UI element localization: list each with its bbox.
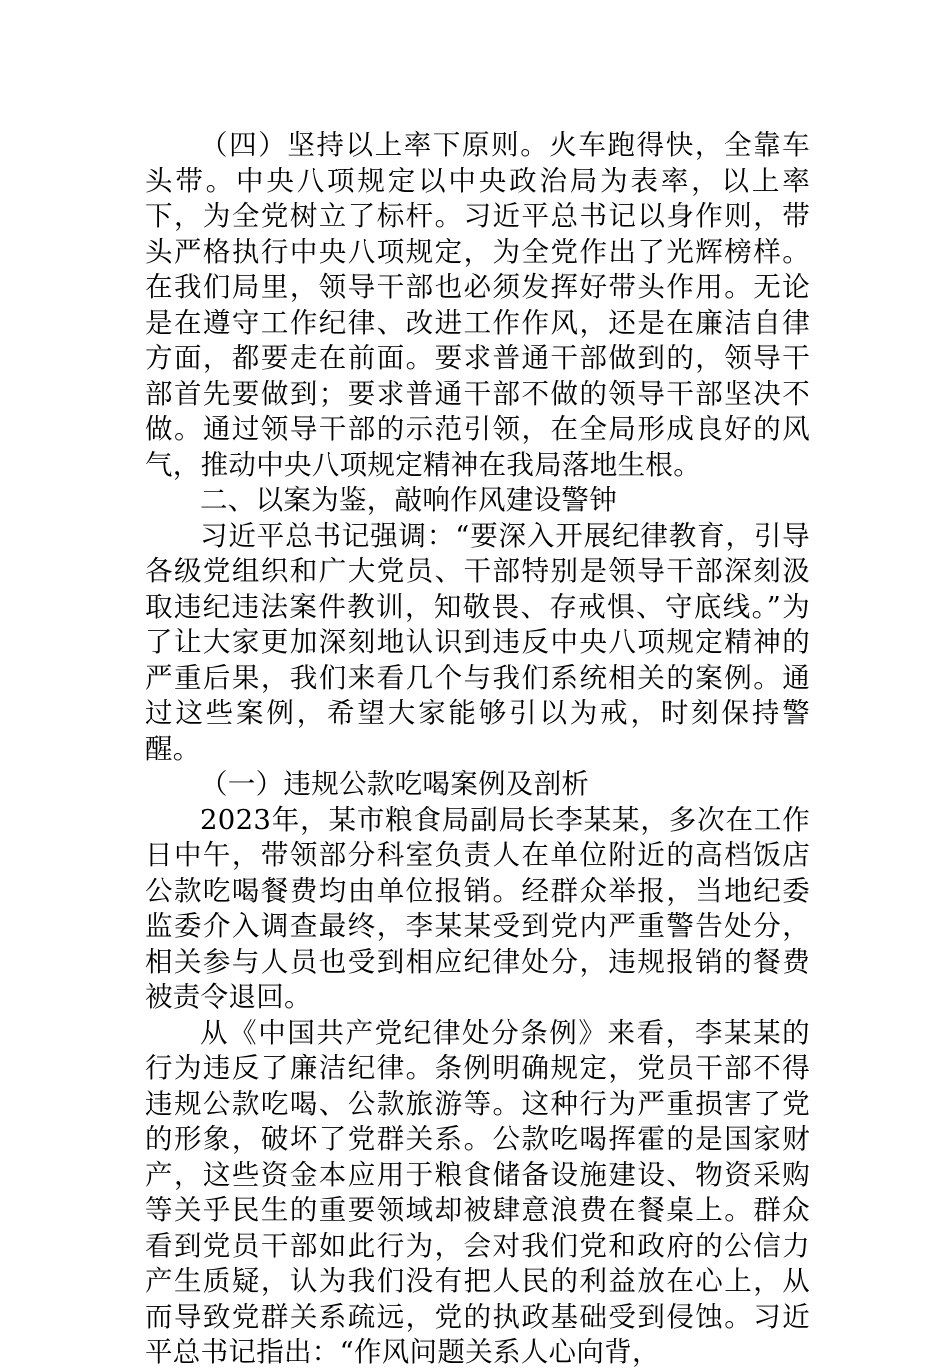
paragraph-case-analysis: 从《中国共产党纪律处分条例》来看，李某某的行为违反了廉洁纪律。条例明确规定，党员干部不得违规公款吃喝、公款旅游等。这种行为严重损害了党的形象，破坏了党群关系。公款吃喝挥霍的是国家财产，这些资金本应用于粮食储备设施建设、物资采购等关乎民生的重要领域却被肆意浪费在餐桌上。群众看到党员干部如此行为，会对我们党和政府的公信力产生质疑，认为我们没有把人民的利益放在心上，从而导致党群关系疏远，党的执政基础受到侵蚀。习近平总书记指出：“作风问题关系人心向背，: [145, 1016, 810, 1368]
subsection-heading-public-dining-case: （一）违规公款吃喝案例及剖析: [200, 768, 590, 800]
section-heading-case-warning: 二、以案为鉴，敲响作风建设警钟: [200, 484, 617, 516]
paragraph-leadership-example: （四）坚持以上率下原则。火车跑得快，全靠车头带。中央八项规定以中央政治局为表率，以上率下，为全党树立了标杆。习近平总书记以身作则，带头严格执行中央八项规定，为全党作出了光辉榜样。在我们局里，领导干部也必须发挥好带头作用。无论是在遵守工作纪律、改进工作作风，还是在廉洁自律方面，都要走在前面。要求普通干部做到的，领导干部首先要做到；要求普通干部不做的领导干部坚决不做。通过领导干部的示范引领，在全局形成良好的风气，推动中央八项规定精神在我局落地生根。: [145, 129, 810, 481]
paragraph-case-description: 2023年，某市粮食局副局长李某某，多次在工作日中午，带领部分科室负责人在单位附近的高档饭店公款吃喝餐费均由单位报销。经群众举报，当地纪委监委介入调查最终，李某某受到党内严重警告处分，相关参与人员也受到相应纪律处分，违规报销的餐费被责令退回。: [145, 803, 810, 1013]
document-body: [145, 128, 810, 1371]
paragraph-discipline-education: 习近平总书记强调：“要深入开展纪律教育，引导各级党组织和广大党员、干部特别是领导干部深刻汲取违纪违法案件教训，知敬畏、存戒惧、守底线。”为了让大家更加深刻地认识到违反中央八项规定精神的严重后果，我们来看几个与我们系统相关的案例。通过这些案例，希望大家能够引以为戒，时刻保持警醒。: [145, 519, 810, 765]
